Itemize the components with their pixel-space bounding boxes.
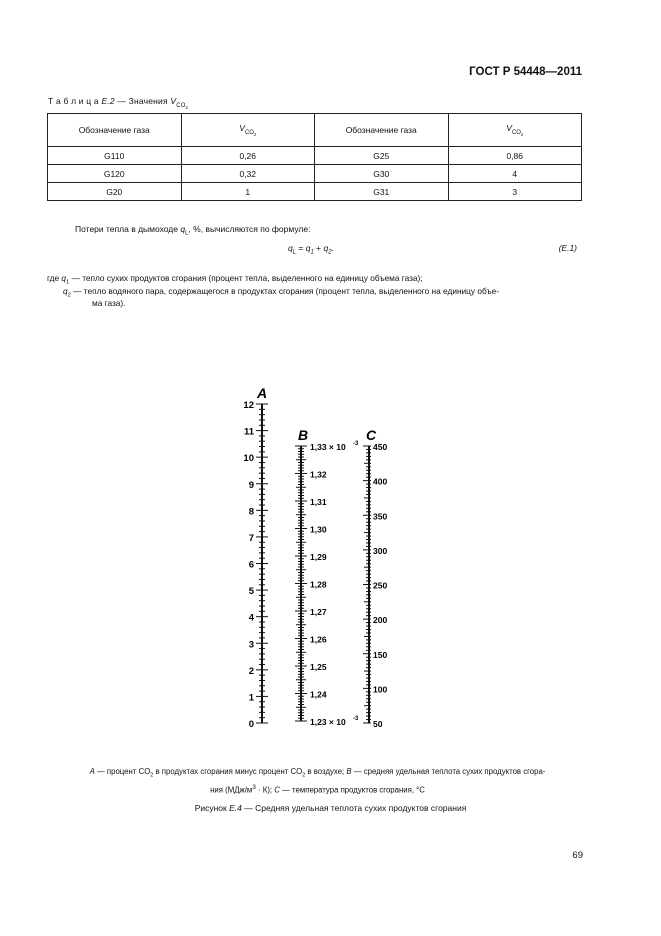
scale-c-label: C <box>366 427 377 443</box>
table-caption-prefix: Т а б л и ц а <box>48 96 99 106</box>
scale-b-bottom-label: 1,23 × 10 <box>310 717 346 727</box>
scale-a-tick-label: 12 <box>243 400 254 411</box>
table-cell: G30 <box>315 165 449 183</box>
scale-a-tick-label: 6 <box>248 559 254 571</box>
page-number: 69 <box>572 850 583 861</box>
table-header-v-2: $V_{CO_2}$ <box>448 114 582 147</box>
scale-a-tick-label: 8 <box>248 506 254 518</box>
scale-c-tick-label: 100 <box>373 684 388 695</box>
scale-a <box>243 385 268 730</box>
table-cell: G120 <box>48 165 182 183</box>
scale-b <box>295 427 359 727</box>
table-cell: G31 <box>315 183 449 201</box>
scale-b-tick-label: 1,27 <box>310 607 327 617</box>
table-header-gas-1: Обозначение газа <box>48 114 182 147</box>
scale-b-tick-label: 1,25 <box>310 662 327 672</box>
scale-a-tick-label: 2 <box>248 665 254 677</box>
scale-a-tick-label: 5 <box>248 586 254 598</box>
table-cell: 0,32 <box>181 165 315 183</box>
standard-header: ГОСТ Р 54448—2011 <box>469 66 582 78</box>
formula-e1: $q_L = q_1 + q_2$. <box>288 243 334 256</box>
scale-b-top-label: 1,33 × 10 <box>310 442 346 452</box>
table-caption-v: V <box>170 96 177 106</box>
scale-c-tick-label: 400 <box>373 476 388 487</box>
scale-c-tick-label: 350 <box>373 511 388 522</box>
scale-a-tick-label: 11 <box>243 426 254 438</box>
scale-a-tick-label: 7 <box>248 532 254 544</box>
scale-c-tick-label: 300 <box>373 545 388 556</box>
scale-a-tick-label: 10 <box>243 453 254 465</box>
formula-intro: Потери тепла в дымоходе $q_L$, %, вычисляются по формуле: <box>75 224 311 237</box>
scale-a-tick-label: 3 <box>248 639 254 651</box>
table-cell: G25 <box>315 147 449 165</box>
scale-b-tick-label: 1,30 <box>310 524 327 535</box>
table-header-gas-2: Обозначение газа <box>315 114 449 147</box>
scale-b-tick-label: 1,31 <box>310 497 327 507</box>
scale-a-tick-label: 1 <box>248 692 254 704</box>
scale-b-tick-label: 1,24 <box>310 689 327 700</box>
table-caption-text: — Значения <box>117 96 168 106</box>
scale-c-tick-label: 150 <box>373 649 388 660</box>
table-caption-num: E.2 <box>101 96 115 106</box>
scale-c-tick-label: 250 <box>373 580 388 591</box>
table-cell: 0,86 <box>448 147 582 165</box>
where-q2: $q_2$ — тепло водяного пара, содержащегося в продуктах сгорания (процент тепла, выделенного на единицу объе- <box>63 286 500 299</box>
scale-a-tick-label: 4 <box>248 612 254 624</box>
scale-b-tick-label: 1,32 <box>310 469 327 480</box>
scale-c-tick-label: 450 <box>373 442 388 452</box>
figure-caption: Рисунок E.4 — Средняя удельная теплота сухих продуктов сгорания <box>194 803 467 813</box>
table-cell: 1 <box>181 183 315 201</box>
scale-b-tick-label: 1,26 <box>310 634 327 645</box>
scale-c-tick-label: 50 <box>373 719 383 729</box>
scale-b-top-exp: -3 <box>353 441 359 447</box>
table-cell: 3 <box>448 183 582 201</box>
table-cell: 0,26 <box>181 147 315 165</box>
table-cell: G110 <box>48 147 182 165</box>
scale-c-tick-label: 200 <box>373 615 388 626</box>
table-caption-v-sub: CO2 <box>176 102 189 110</box>
table-header-v-1: $V_{CO_2}$ <box>181 114 315 147</box>
where-q1: где $q_1$ — тепло сухих продуктов сгорания (процент тепла, выделенного на единицу объема газа); <box>47 273 423 286</box>
table-cell: 4 <box>448 165 582 183</box>
scale-b-bottom-exp: -3 <box>353 716 359 722</box>
scale-a-tick-label: 0 <box>248 719 254 730</box>
scale-b-tick-label: 1,29 <box>310 552 327 562</box>
figure-legend: A — процент $CO_2$ в продуктах сгорания минус процент $CO_2$ в воздухе; B — средняя удельная теплота сухих продуктов сгора- ния $(МДж/м^3 \cdot К)$; C — температура продуктов сгорания, °C <box>89 767 546 795</box>
table-cell: G20 <box>48 183 182 201</box>
scale-b-tick-label: 1,28 <box>310 579 327 590</box>
scale-c <box>363 427 387 729</box>
scale-b-label: B <box>298 427 309 443</box>
scale-a-label: A <box>257 385 268 401</box>
formula-number: (E.1) <box>558 243 577 253</box>
scale-a-tick-label: 9 <box>248 479 254 491</box>
where-q2-cont: ма газа). <box>92 298 126 308</box>
